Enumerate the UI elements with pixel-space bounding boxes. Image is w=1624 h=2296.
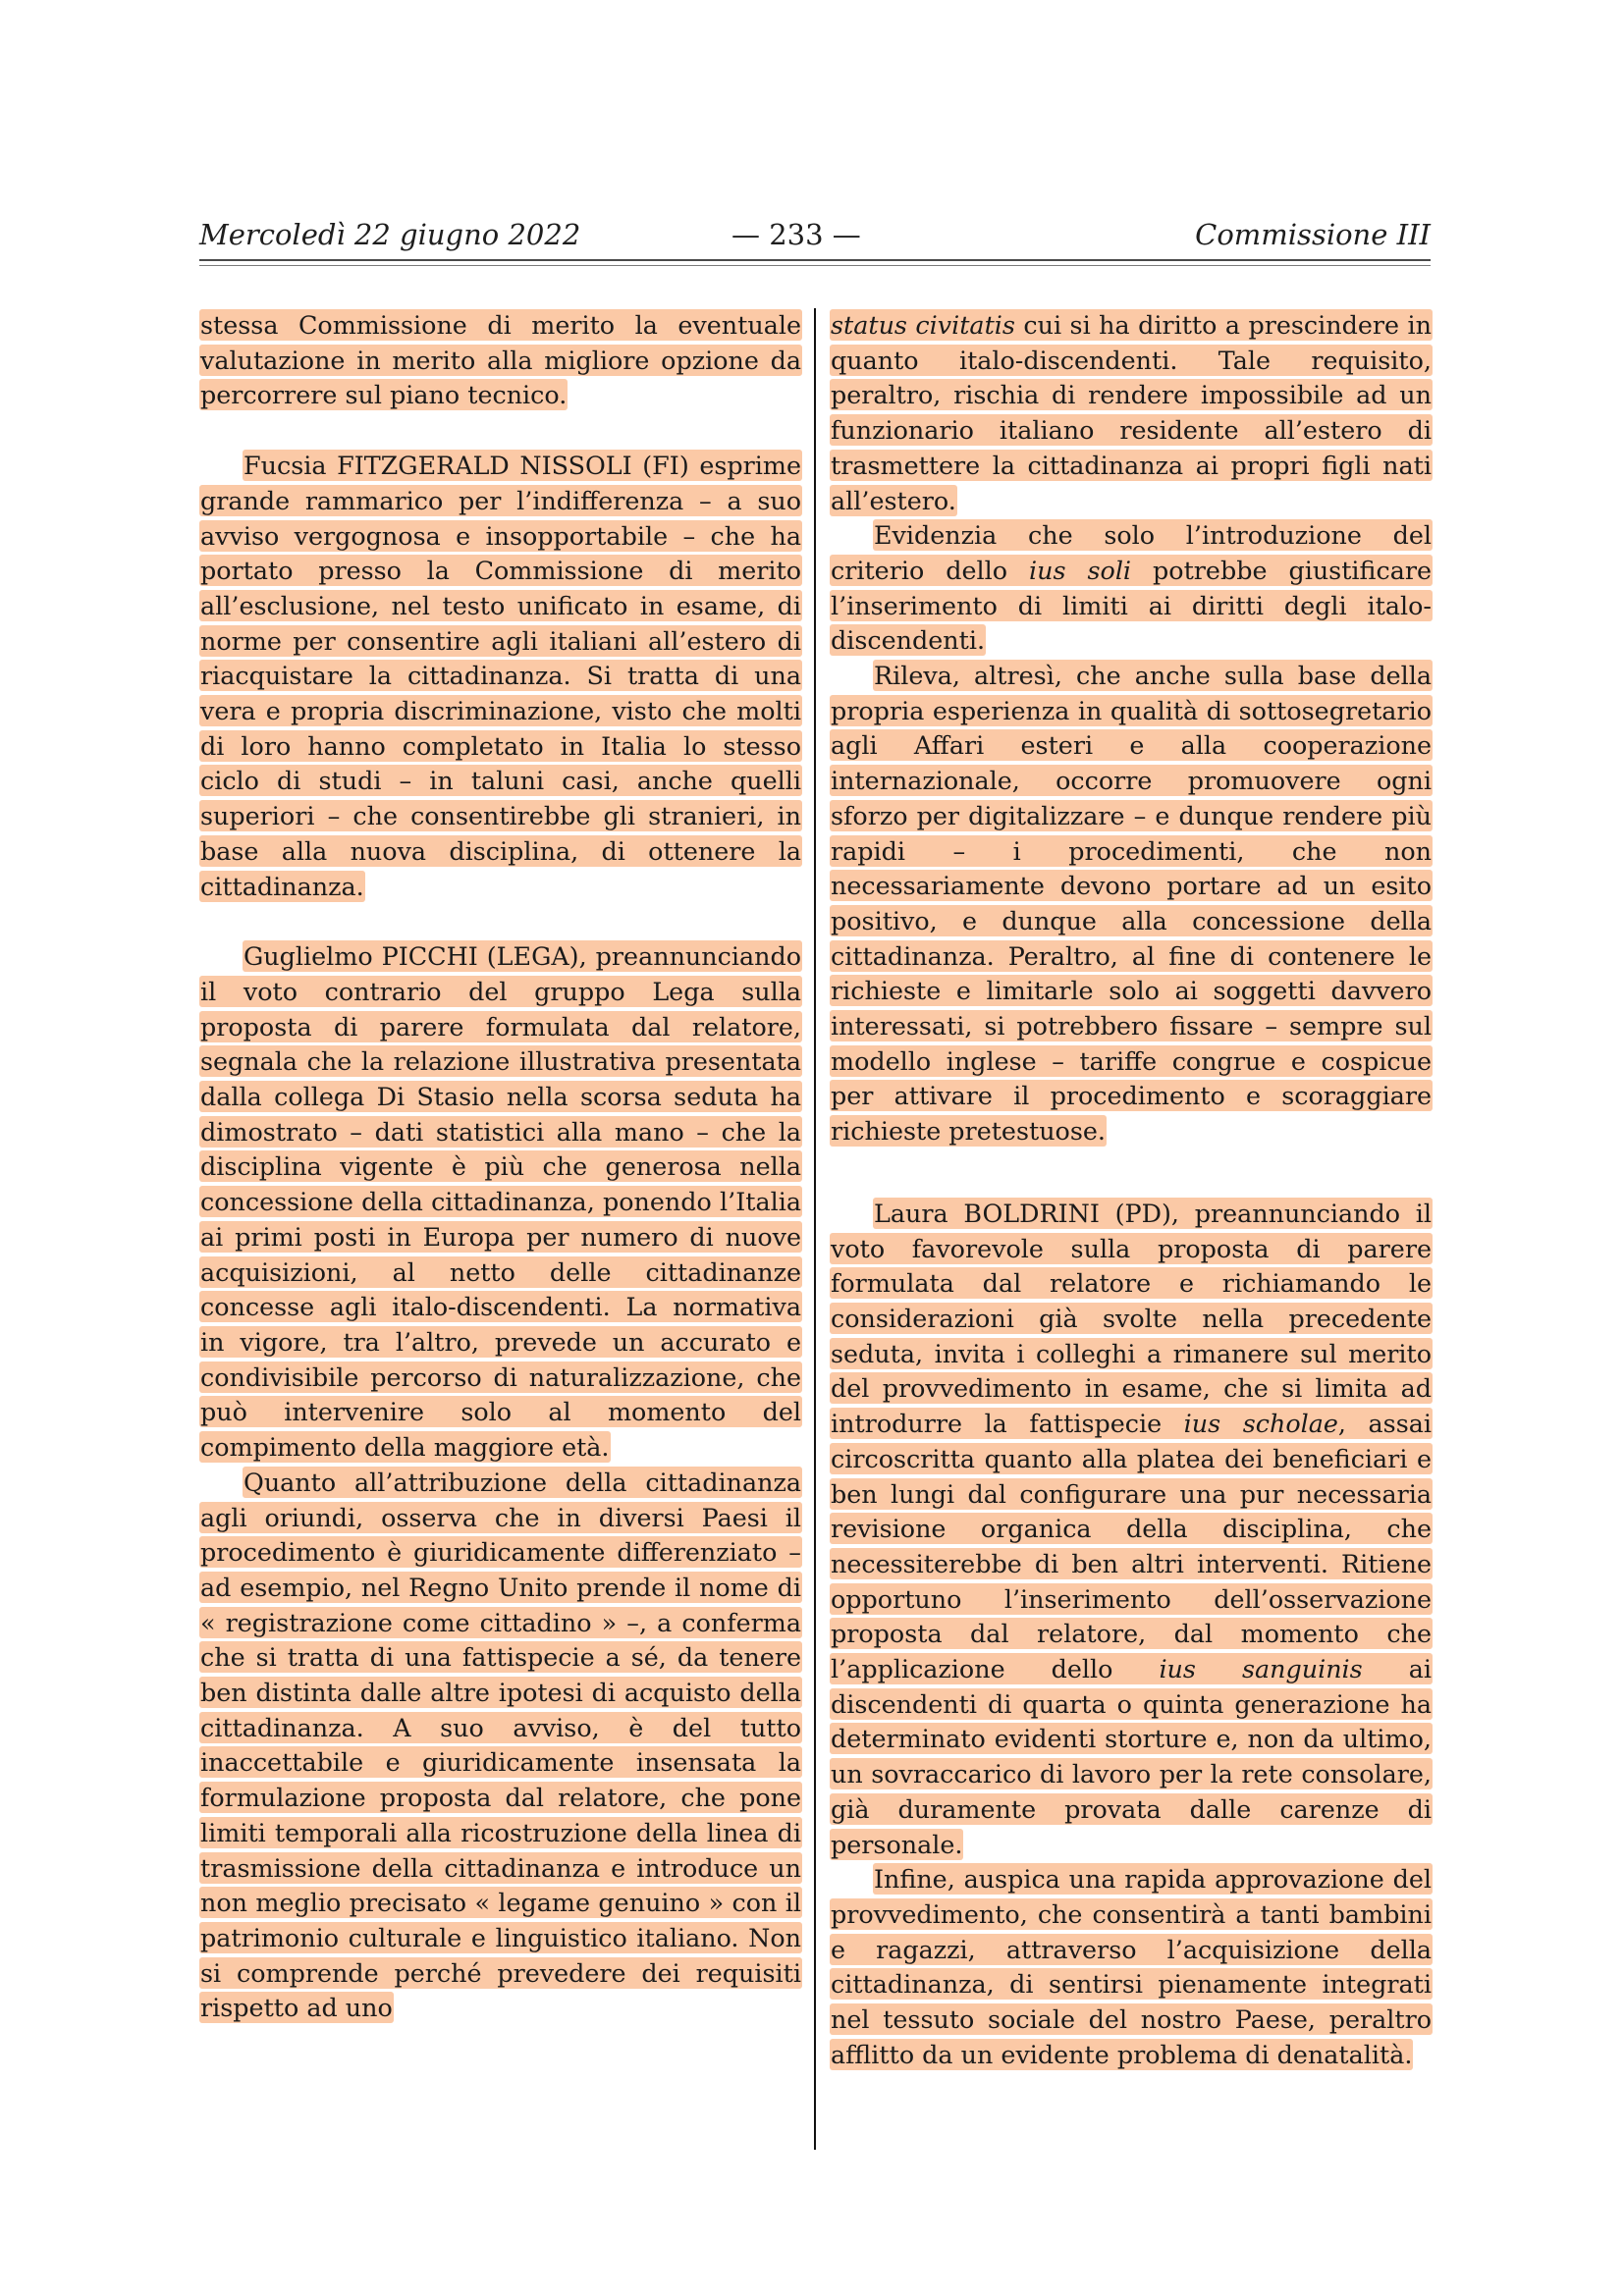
header-date: Mercoledì 22 giugno 2022	[199, 218, 581, 251]
left-column	[199, 308, 802, 2026]
header-committee: Commissione III	[1195, 218, 1431, 251]
right-column	[830, 308, 1433, 2072]
paragraph	[830, 659, 1433, 1149]
paragraph	[830, 1862, 1433, 2072]
page-header	[199, 218, 1431, 257]
highlighted-text: Infine, auspica una rapida approvazione del provvedimento, che consentirà a tanti bambini e ragazzi, attraverso l’acquisizione della cittadinanza, di sentirsi pienamente integrati nel tessuto sociale del nostro Paese, peraltro afflitto da un evidente problema di denatalità.	[831, 1864, 1432, 2069]
header-page-number: — 233 —	[731, 218, 861, 251]
paragraph-picchi	[199, 939, 802, 1466]
paragraph: status civitatis cui si ha diritto a prescindere in quanto italo-discendenti. Tale requisito, peraltro, rischia di rendere impossibile ad un funzionario italiano residente all’estero di trasmettere la cittadinanza ai propri figli nati all’estero.	[831, 310, 1432, 515]
paragraph	[199, 308, 802, 413]
highlighted-text: Rileva, altresì, che anche sulla base della propria esperienza in qualità di sottosegretario agli Affari esteri e alla cooperazione internazionale, occorre promuovere ogni sforzo per digitalizzare – e dunque rendere più rapidi – i procedimenti, che non necessariamente devono portare ad un esito positivo, e dunque alla concessione della cittadinanza. Peraltro, al fine di contenere le richieste e limitarle solo ai soggetti davvero interessati, si potrebbero fissare – sempre sul modello inglese – tariffe congrue e cospicue per attivare il procedimento e scoraggiare richieste pretestuose.	[831, 661, 1432, 1147]
header-rule-thin	[199, 265, 1431, 266]
italic-term: ius sanguinis	[1159, 1654, 1363, 1684]
paragraph-nissoli	[199, 449, 802, 904]
highlighted-text: Fucsia FITZGERALD NISSOLI (FI) esprime grande rammarico per l’indifferenza – a suo avviso vergognosa e insopportabile – che ha portato presso la Commissione di merito all’esclusione, nel testo unificato in esame, di norme per consentire agli italiani all’estero di riacquistare la cittadinanza. Si tratta di una vera e propria discriminazione, visto che molti di loro hanno completato in Italia lo stesso ciclo di studi – in taluni casi, anche quelli superiori – che consentirebbe gli stranieri, in base alla nuova disciplina, di ottenere la cittadinanza.	[200, 451, 801, 901]
italic-term: ius soli	[1029, 555, 1132, 585]
header-rule-thick	[199, 259, 1431, 261]
highlighted-text: stessa Commissione di merito la eventuale valutazione in merito alla migliore opzione da percorrere sul piano tecnico.	[200, 310, 801, 410]
paragraph: Evidenzia che solo l’introduzione del criterio dello ius soli potrebbe giustificare l’inserimento di limiti ai diritti degli italo-discendenti.	[831, 520, 1432, 656]
italic-term: ius scholae	[1183, 1409, 1338, 1439]
highlighted-text: Guglielmo PICCHI (LEGA), preannunciando il voto contrario del gruppo Lega sulla proposta di parere formulata dal relatore, segnala che la relazione illustrativa presentata dalla collega Di Stasio nella scorsa seduta ha dimostrato – dati statistici alla mano – che la disciplina vigente è più che generosa nella concessione della cittadinanza, ponendo l’Italia ai primi posti in Europa per numero di nuove acquisizioni, al netto delle cittadinanze concesse agli italo-discendenti. La normativa in vigore, tra l’altro, prevede un accurato e condivisibile percorso di naturalizzazione, che può intervenire solo al momento del compimento della maggiore età.	[200, 941, 801, 1463]
italic-term: status civitatis	[831, 310, 1015, 340]
column-divider	[814, 308, 816, 2150]
paragraph-boldrini: Laura BOLDRINI (PD), preannunciando il voto favorevole sulla proposta di parere formulata dal relatore e richiamando le considerazioni già svolte nella precedente seduta, invita i colleghi a rimanere sul merito del provvedimento in esame, che si limita ad introdurre la fattispecie ius scholae, assai circoscritta quanto alla platea dei beneficiari e ben lungi dal configurare una pur necessaria revisione organica della disciplina, che necessiterebbe di ben altri interventi. Ritiene opportuno l’inserimento dell’osservazione proposta dal relatore, dal momento che l’applicazione dello ius sanguinis ai discendenti di quarta o quinta generazione ha determinato evidenti storture e, non da ultimo, un sovraccarico di lavoro per la rete consolare, già duramente provata dalle carenze di personale.	[831, 1198, 1432, 1859]
paragraph	[199, 1466, 802, 2026]
highlighted-text: Quanto all’attribuzione della cittadinanza agli oriundi, osserva che in diversi Paesi il procedimento è giuridicamente differenziato – ad esempio, nel Regno Unito prende il nome di « registrazione come cittadino » –, a conferma che si tratta di una fattispecie a sé, da tenere ben distinta dalle altre ipotesi di acquisto della cittadinanza. A suo avviso, è del tutto inaccettabile e giuridicamente insensata la formulazione proposta dal relatore, che pone limiti temporali alla ricostruzione della linea di trasmissione della cittadinanza e introduce un non meglio precisato « legame genuino » con il patrimonio culturale e linguistico italiano. Non si comprende perché prevedere dei requisiti rispetto ad uno	[200, 1467, 801, 2023]
